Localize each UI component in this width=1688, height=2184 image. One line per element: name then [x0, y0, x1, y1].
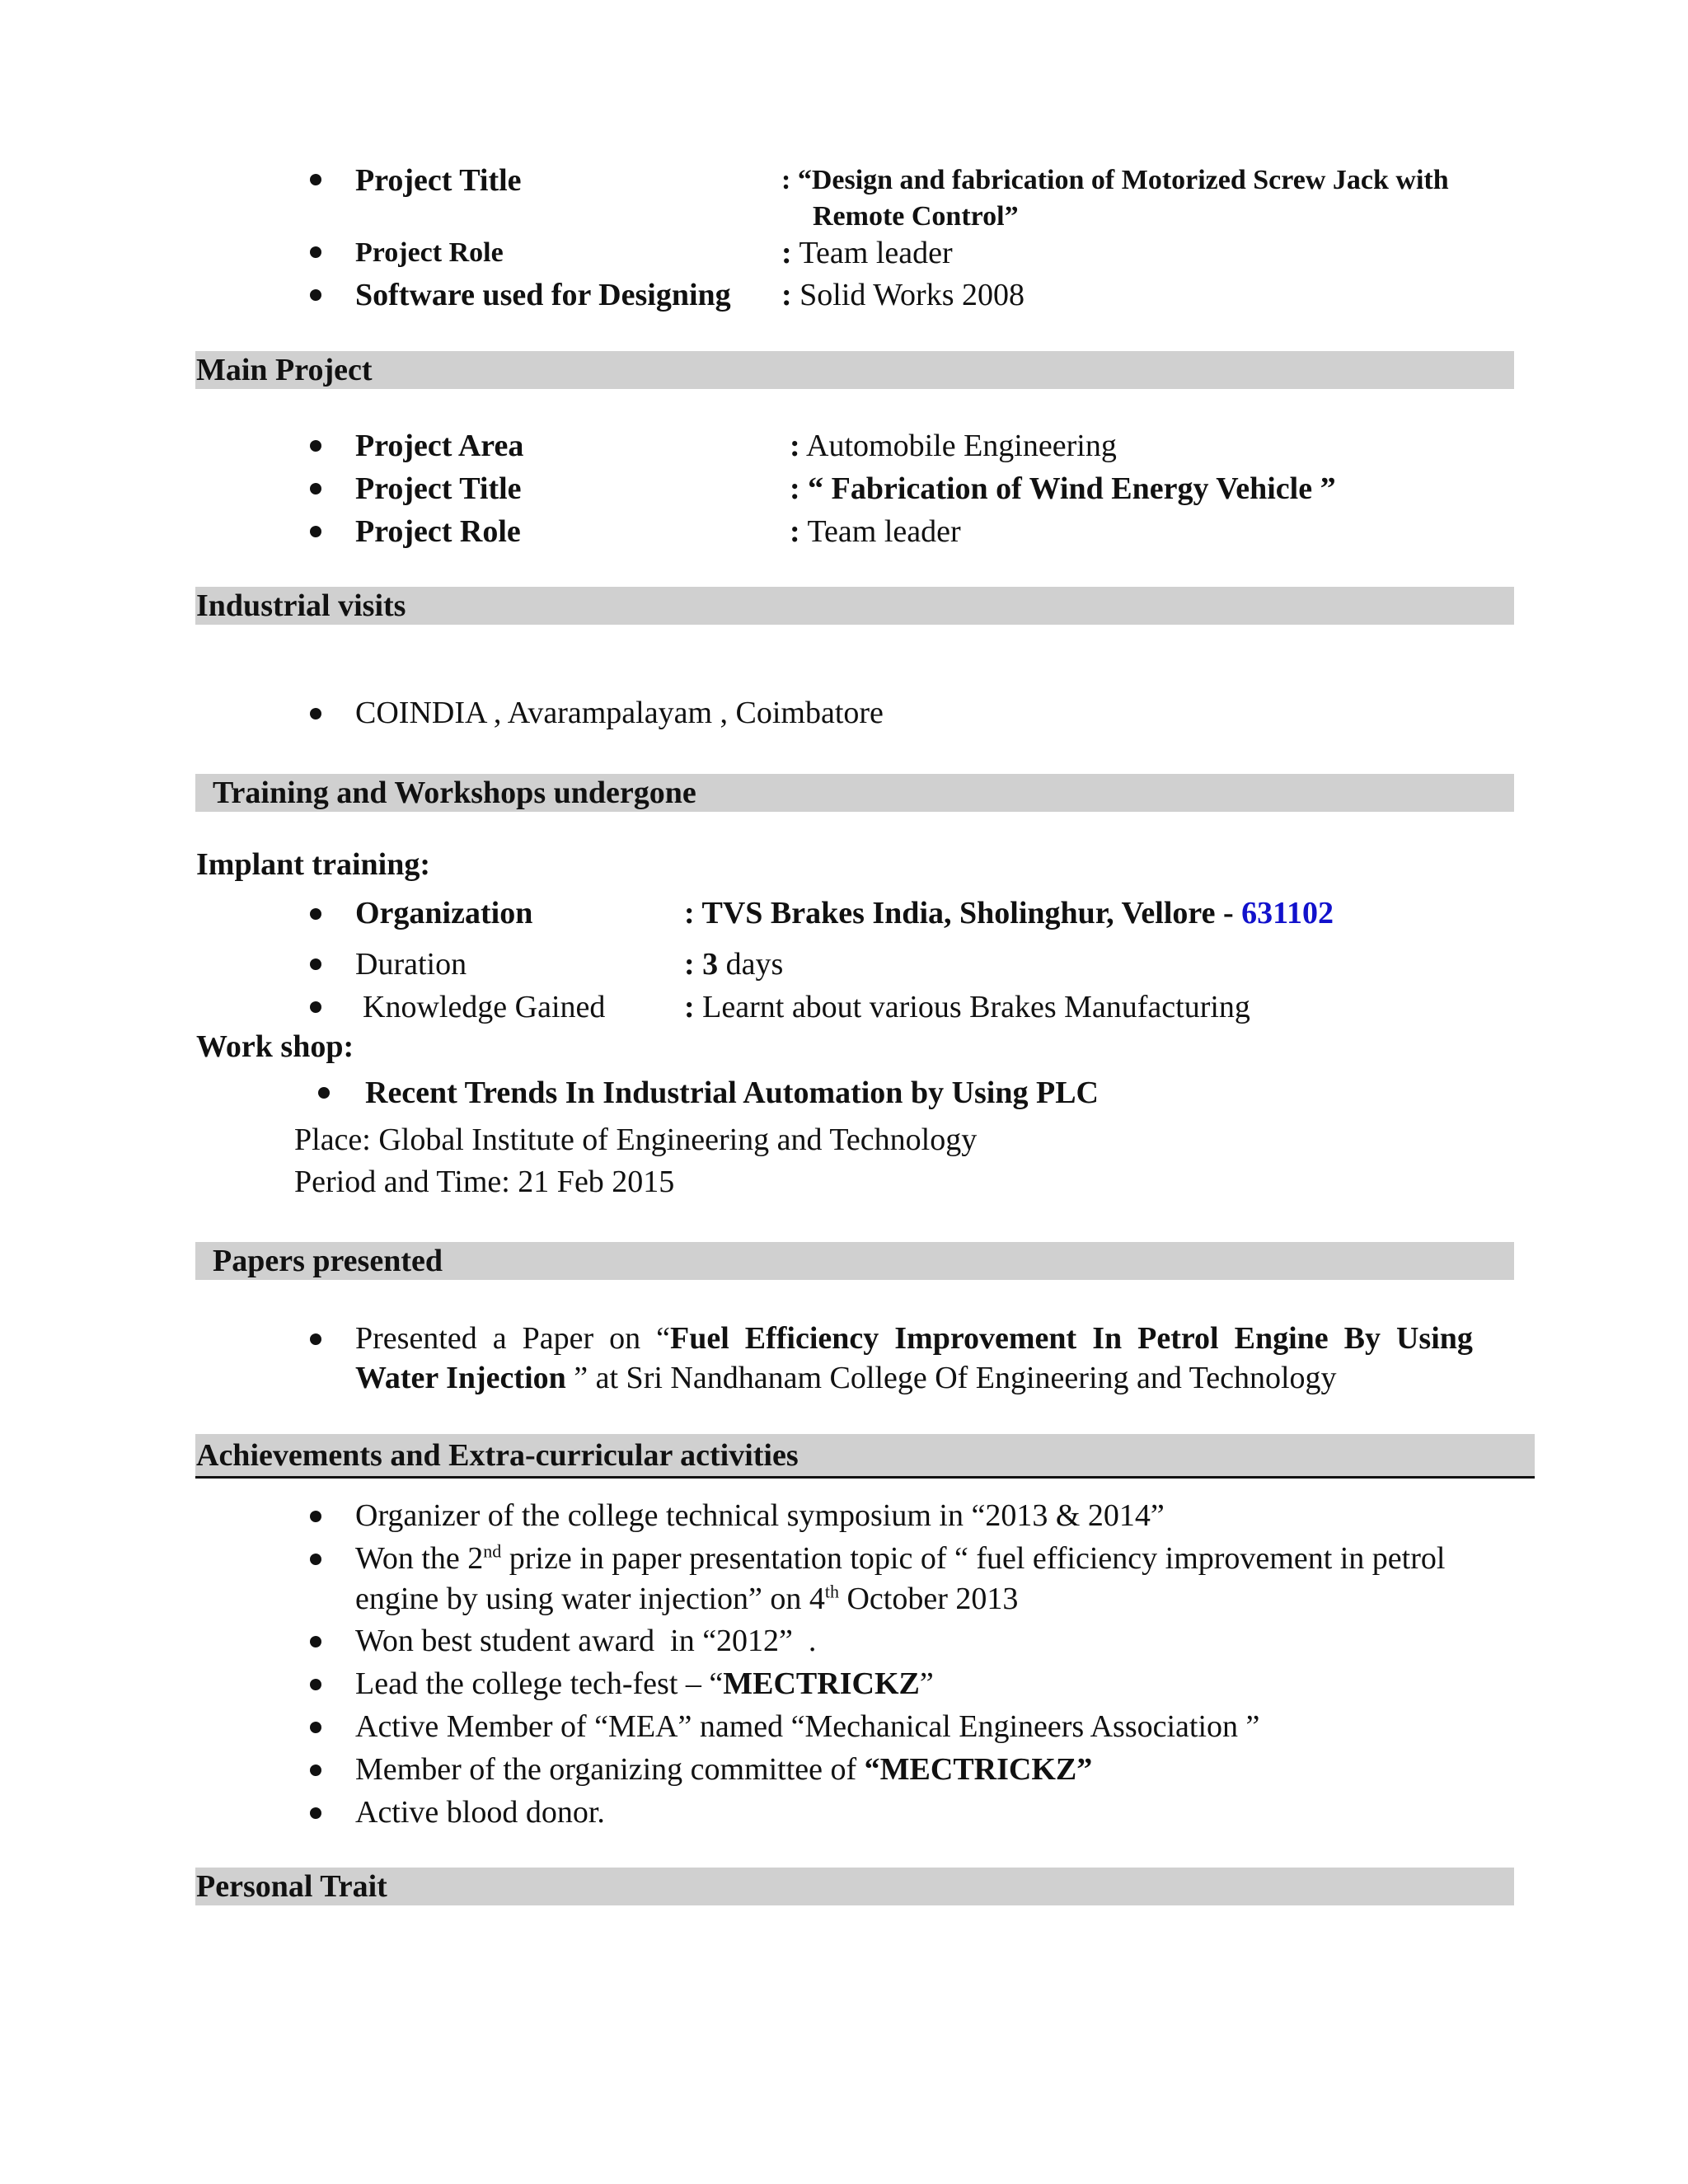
achievement-item: Member of the organizing committee of “MECTRICKZ”	[355, 1752, 1093, 1787]
project-title-label: Project Title	[355, 163, 522, 198]
section-heading-industrial-visits: Industrial visits	[196, 588, 406, 623]
knowledge-label: Knowledge Gained	[363, 990, 606, 1024]
bullet-icon	[310, 708, 321, 719]
section-heading-main-project: Main Project	[196, 353, 373, 387]
project-area-value: : Automobile Engineering	[790, 429, 1117, 463]
bullet-icon	[310, 246, 321, 258]
project-role-label: Project Role	[355, 237, 504, 268]
workshop-title: Recent Trends In Industrial Automation by Using PLC	[365, 1076, 1099, 1110]
bullet-icon	[310, 1679, 321, 1690]
paper-line-1: Presented a Paper on “Fuel Efficiency Improvement In Petrol Engine By Using	[355, 1321, 1473, 1356]
paper-line-2: Water Injection ” at Sri Nandhanam College Of Engineering and Technology	[355, 1361, 1337, 1395]
bullet-icon	[310, 440, 321, 452]
section-heading-training: Training and Workshops undergone	[213, 776, 696, 810]
bullet-icon	[310, 908, 321, 920]
section-band-main-project	[195, 351, 1514, 389]
achievement-item: Active Member of “MEA” named “Mechanical Engineers Association ”	[355, 1709, 1260, 1744]
project-title-value-line2: Remote Control”	[813, 201, 1019, 232]
bullet-icon	[310, 1333, 321, 1345]
main-project-role-label: Project Role	[355, 514, 521, 549]
organization-pincode: 631102	[1241, 896, 1334, 930]
bullet-icon	[310, 174, 321, 185]
bullet-icon	[310, 1001, 321, 1013]
bullet-icon	[310, 526, 321, 537]
section-heading-papers: Papers presented	[213, 1244, 443, 1278]
duration-label: Duration	[355, 947, 467, 982]
section-heading-achievements: Achievements and Extra-curricular activities	[196, 1438, 799, 1473]
bullet-icon	[318, 1087, 330, 1099]
bullet-icon	[310, 1511, 321, 1522]
achievement-item: Lead the college tech-fest – “MECTRICKZ”	[355, 1666, 934, 1701]
main-project-title-value: : “ Fabrication of Wind Energy Vehicle ”	[790, 471, 1336, 506]
achievement-item: Won the 2nd prize in paper presentation topic of “ fuel efficiency improvement in petrol	[355, 1540, 1446, 1576]
bullet-icon	[310, 1554, 321, 1565]
bullet-icon	[310, 958, 321, 970]
section-divider	[195, 1476, 1535, 1479]
bullet-icon	[310, 1722, 321, 1733]
workshop-place: Place: Global Institute of Engineering and Technology	[294, 1122, 978, 1157]
main-project-title-label: Project Title	[355, 471, 522, 506]
workshop-heading: Work shop:	[196, 1029, 354, 1064]
software-value: : Solid Works 2008	[781, 278, 1025, 312]
knowledge-value: : Learnt about various Brakes Manufacturing	[684, 990, 1250, 1024]
duration-value: : 3 days	[684, 947, 784, 982]
software-label: Software used for Designing	[355, 278, 731, 312]
project-role-value: : Team leader	[781, 236, 953, 270]
section-band-personal-trait	[195, 1868, 1514, 1905]
achievement-item: Active blood donor.	[355, 1795, 605, 1830]
industrial-visit-item: COINDIA , Avarampalayam , Coimbatore	[355, 696, 884, 730]
bullet-icon	[310, 1636, 321, 1647]
organization-label: Organization	[355, 896, 533, 930]
implant-training-heading: Implant training:	[196, 847, 430, 882]
section-heading-personal-trait: Personal Trait	[196, 1869, 387, 1904]
bullet-icon	[310, 289, 321, 301]
project-title-value: : “Design and fabrication of Motorized Screw Jack with	[781, 165, 1449, 195]
achievement-item: Organizer of the college technical symposium in “2013 & 2014”	[355, 1498, 1165, 1533]
workshop-period: Period and Time: 21 Feb 2015	[294, 1165, 675, 1199]
achievement-item-continued: engine by using water injection” on 4th October 2013	[355, 1581, 1019, 1616]
project-area-label: Project Area	[355, 429, 524, 463]
organization-value: : TVS Brakes India, Sholinghur, Vellore - 631102	[684, 896, 1334, 930]
bullet-icon	[310, 483, 321, 494]
main-project-role-value: : Team leader	[790, 514, 961, 549]
bullet-icon	[310, 1765, 321, 1776]
bullet-icon	[310, 1807, 321, 1819]
achievement-item: Won best student award in “2012” .	[355, 1624, 817, 1658]
